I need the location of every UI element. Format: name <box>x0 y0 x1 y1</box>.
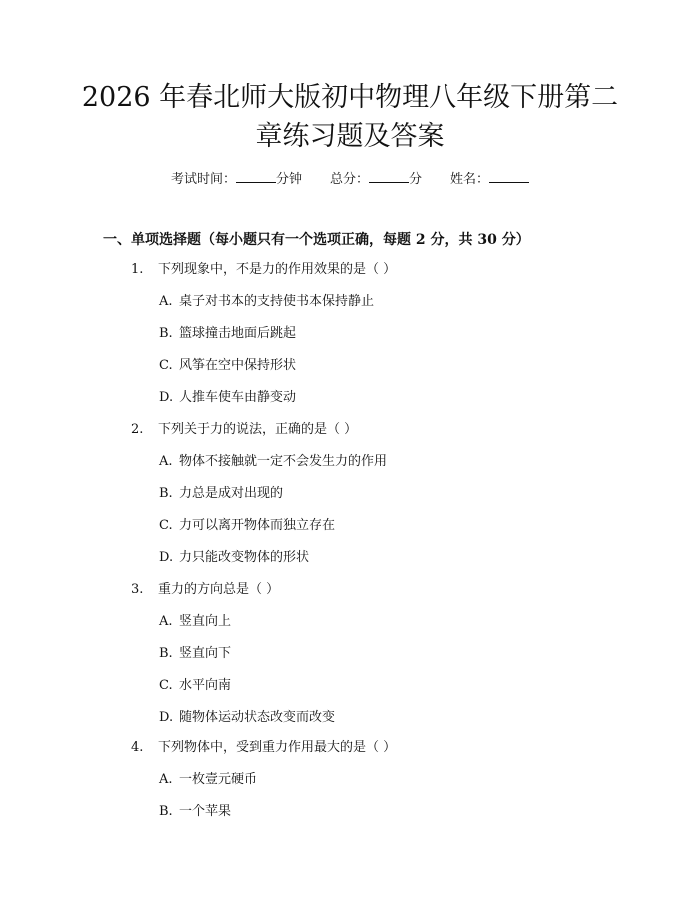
option-letter: D. <box>159 550 174 565</box>
question-2 <box>131 420 357 440</box>
total-score-blank <box>369 168 409 183</box>
option-letter: D. <box>159 710 174 725</box>
question-1-option-b <box>159 324 296 344</box>
question-number: 2. <box>131 422 144 437</box>
total-score-field <box>330 168 422 190</box>
question-text: 下列物体中，受到重力作用最大的是（ ） <box>158 740 397 755</box>
option-text: 力总是成对出现的 <box>179 486 284 501</box>
option-letter: B. <box>159 326 173 341</box>
question-text: 重力的方向总是（ ） <box>158 582 280 597</box>
document-title-line2: 章练习题及答案 <box>255 121 445 152</box>
question-3-option-d <box>159 708 335 728</box>
question-3-option-c <box>159 676 231 696</box>
question-1 <box>131 260 396 280</box>
question-4-option-a <box>159 770 257 790</box>
option-text: 水平向南 <box>179 678 232 693</box>
exam-time-label: 考试时间： <box>170 172 236 187</box>
option-letter: C. <box>159 358 173 373</box>
option-letter: A. <box>159 454 173 469</box>
option-text: 桌子对书本的支持使书本保持静止 <box>179 294 375 309</box>
question-4-option-b <box>159 802 231 822</box>
question-2-option-c <box>159 516 335 536</box>
question-number: 1. <box>131 262 144 277</box>
option-text: 一枚壹元硬币 <box>179 772 258 787</box>
question-2-option-b <box>159 484 283 504</box>
student-name-label: 姓名： <box>450 172 490 187</box>
option-text: 篮球撞击地面后跳起 <box>179 326 297 341</box>
option-text: 物体不接触就一定不会发生力的作用 <box>179 454 388 469</box>
question-1-option-d <box>159 388 296 408</box>
option-text: 竖直向下 <box>179 646 232 661</box>
exam-time-blank <box>236 168 276 183</box>
option-letter: B. <box>159 486 173 501</box>
question-4 <box>131 738 396 758</box>
option-text: 人推车使车由静变动 <box>179 390 297 405</box>
question-text: 下列关于力的说法，正确的是（ ） <box>158 422 358 437</box>
student-name-blank <box>489 168 529 183</box>
question-3-option-b <box>159 644 231 664</box>
question-2-option-d <box>159 548 309 568</box>
question-2-option-a <box>159 452 387 472</box>
section-heading: 一、单项选择题（每小题只有一个选项正确，每题 2 分，共 30 分） <box>103 232 530 248</box>
question-number: 3. <box>131 582 144 597</box>
option-text: 风筝在空中保持形状 <box>179 358 297 373</box>
option-letter: C. <box>159 678 173 693</box>
option-text: 竖直向上 <box>179 614 232 629</box>
option-text: 一个苹果 <box>179 804 232 819</box>
exam-meta-row <box>0 168 700 190</box>
question-1-option-c <box>159 356 296 376</box>
total-score-label: 总分： <box>329 172 369 187</box>
option-letter: B. <box>159 646 173 661</box>
exam-time-field <box>171 168 302 190</box>
option-letter: A. <box>159 614 173 629</box>
question-3-option-a <box>159 612 231 632</box>
option-text: 随物体运动状态改变而改变 <box>179 710 336 725</box>
option-text: 力只能改变物体的形状 <box>179 550 310 565</box>
total-score-unit: 分 <box>409 172 423 187</box>
question-text: 下列现象中，不是力的作用效果的是（ ） <box>158 262 397 277</box>
option-letter: A. <box>159 294 173 309</box>
exam-time-unit: 分钟 <box>275 172 302 187</box>
option-letter: A. <box>159 772 173 787</box>
question-number: 4. <box>131 740 144 755</box>
option-text: 力可以离开物体而独立存在 <box>179 518 336 533</box>
question-1-option-a <box>159 292 374 312</box>
document-title-line1: 2026 年春北师大版初中物理八年级下册第二 <box>81 82 619 113</box>
option-letter: C. <box>159 518 173 533</box>
option-letter: B. <box>159 804 173 819</box>
option-letter: D. <box>159 390 174 405</box>
student-name-field <box>450 168 529 190</box>
question-3 <box>131 580 279 600</box>
